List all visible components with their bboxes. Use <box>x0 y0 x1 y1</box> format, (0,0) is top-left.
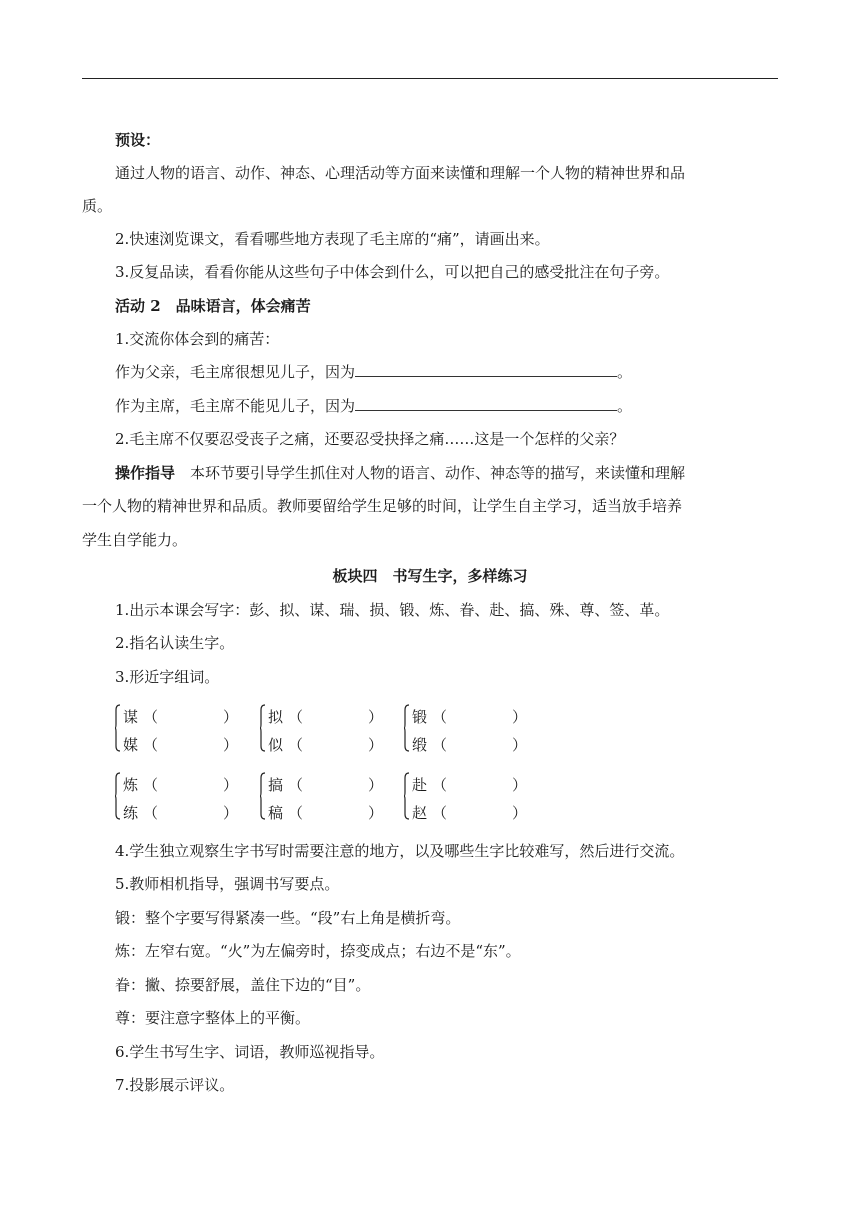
pair-item: 稿 （ ） <box>268 804 384 822</box>
section-item-4: 4.学生独立观察生字书写时需要注意的地方，以及哪些生字比较难写，然后进行交流。 <box>115 842 685 860</box>
chairman-prefix: 作为主席，毛主席不能见儿子，因为 <box>115 397 356 415</box>
pair-item: 赵 （ ） <box>412 804 528 822</box>
pair-item: 炼 （ ） <box>123 776 239 794</box>
preset-label: 预设： <box>115 131 161 149</box>
pair-item: 似 （ ） <box>268 736 384 754</box>
section-item-2: 2.指名认读生字。 <box>115 634 235 652</box>
section-item-7: 7.投影展示评议。 <box>115 1076 235 1094</box>
note-4: 尊：要注意字整体上的平衡。 <box>115 1009 311 1027</box>
father-period: 。 <box>617 363 633 381</box>
chairman-blank <box>355 396 617 411</box>
list-item-2: 2.快速浏览课文，看看哪些地方表现了毛主席的“痛”，请画出来。 <box>115 230 550 248</box>
pair-item: 谋 （ ） <box>123 708 239 726</box>
section-4-title: 板块四 书写生字，多样练习 <box>332 567 528 585</box>
father-prefix: 作为父亲，毛主席很想见儿子，因为 <box>115 363 356 381</box>
brace-icon <box>260 704 266 752</box>
guide-line-3: 学生自学能力。 <box>82 531 188 549</box>
father-line <box>115 362 632 382</box>
brace-icon <box>115 704 121 752</box>
activity-item-1: 1.交流你体会到的痛苦： <box>115 330 280 348</box>
activity-item-2: 2.毛主席不仅要忍受丧子之痛，还要忍受抉择之痛……这是一个怎样的父亲？ <box>115 430 625 448</box>
section-item-3: 3.形近字组词。 <box>115 668 220 686</box>
guide-text-1: 本环节要引导学生抓住对人物的语言、动作、神态等的描写，来读懂和理解 <box>190 464 686 482</box>
note-3: 眷：撇、捺要舒展，盖住下边的“目”。 <box>115 976 371 994</box>
pair-item: 媒 （ ） <box>123 736 239 754</box>
pair-item: 赴 （ ） <box>412 776 528 794</box>
section-item-1: 1.出示本课会写字：彭、拟、谋、瑞、损、锻、炼、眷、赴、搞、殊、尊、签、革。 <box>115 601 670 619</box>
section-item-6: 6.学生书写生字、词语，教师巡视指导。 <box>115 1043 385 1061</box>
brace-icon <box>260 772 266 820</box>
guide-label: 操作指导 <box>115 464 176 482</box>
section-item-5: 5.教师相机指导，强调书写要点。 <box>115 875 340 893</box>
paragraph-1-cont: 质。 <box>82 197 113 215</box>
chairman-line <box>115 396 632 416</box>
list-item-3: 3.反复品读，看看你能从这些句子中体会到什么，可以把自己的感受批注在句子旁。 <box>115 263 670 281</box>
note-2: 炼：左窄右宽。“火”为左偏旁时，捺变成点；右边不是“东”。 <box>115 942 521 960</box>
brace-icon <box>404 704 410 752</box>
chairman-period: 。 <box>617 397 633 415</box>
guide-line-1 <box>115 463 685 483</box>
note-1: 锻：整个字要写得紧凑一些。“段”右上角是横折弯。 <box>115 909 461 927</box>
activity-2-heading: 活动 2 品味语言，体会痛苦 <box>115 297 311 315</box>
pair-item: 锻 （ ） <box>412 708 528 726</box>
brace-icon <box>404 772 410 820</box>
paragraph-1: 通过人物的语言、动作、神态、心理活动等方面来读懂和理解一个人物的精神世界和品 <box>115 164 686 182</box>
father-blank <box>355 362 617 377</box>
guide-line-2: 一个人物的精神世界和品质。教师要留给学生足够的时间，让学生自主学习，适当放手培养 <box>82 497 683 515</box>
header-rule <box>82 78 778 79</box>
pair-item: 练 （ ） <box>123 804 239 822</box>
pair-item: 缎 （ ） <box>412 736 528 754</box>
pair-item: 搞 （ ） <box>268 776 384 794</box>
pair-item: 拟 （ ） <box>268 708 384 726</box>
brace-icon <box>115 772 121 820</box>
